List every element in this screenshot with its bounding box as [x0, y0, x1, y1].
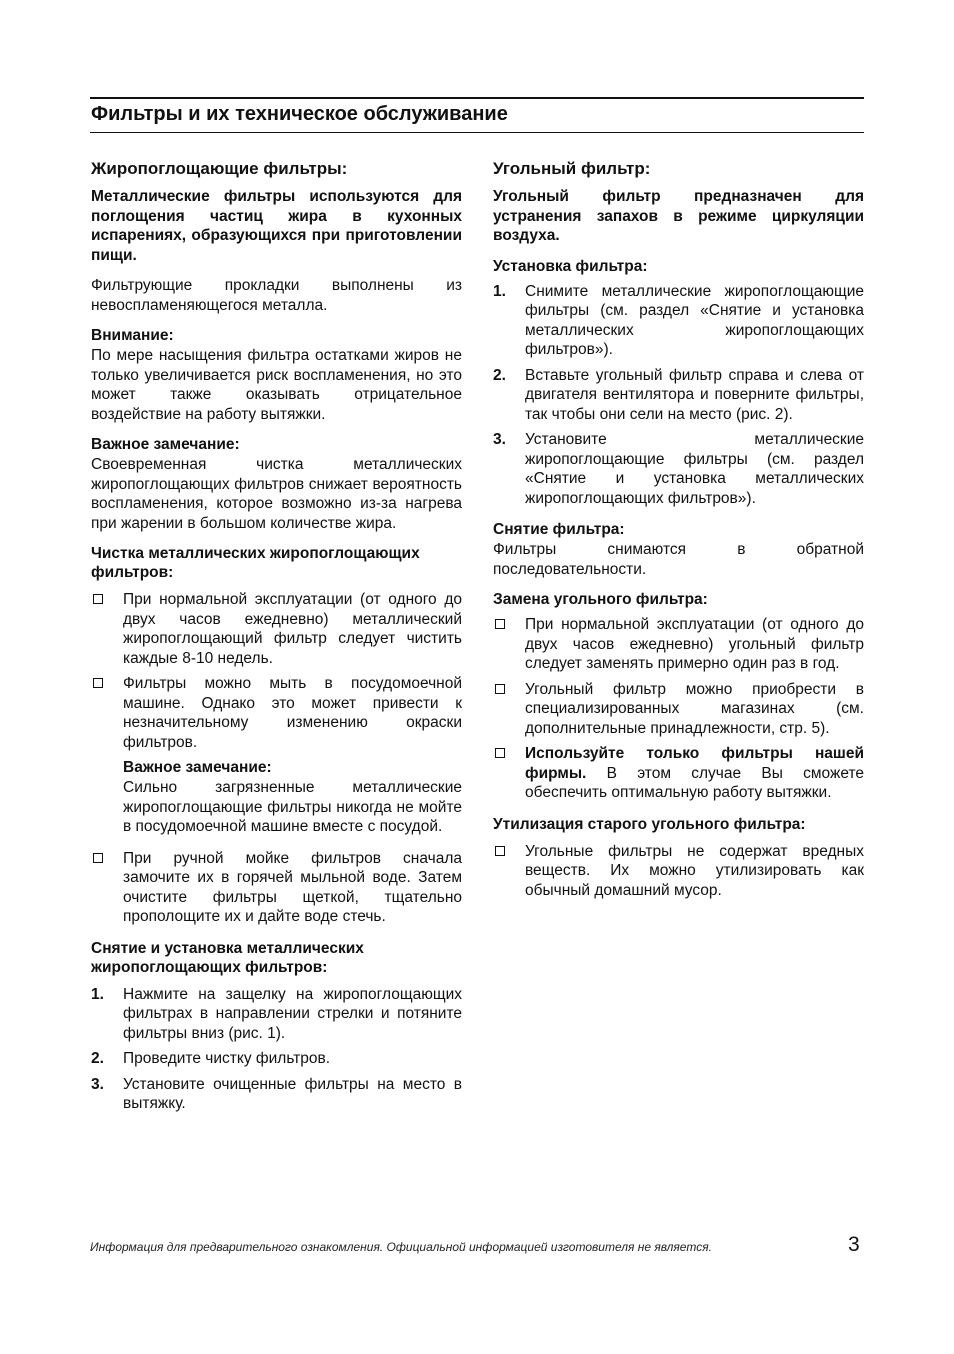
list-item: Используйте только фильтры нашей фирмы. В этом случае Вы сможете обеспечить оптимальную работу вытяжки.	[493, 744, 864, 803]
replace-heading: Замена угольного фильтра:	[493, 591, 708, 608]
list-item: Фильтры можно мыть в посудомоечной машине. Однако это может привести к незначительному изменению окраски фильтров.	[91, 674, 462, 752]
list-item: При ручной мойке фильтров сначала замочите их в горячей мыльной воде. Затем очистите фильтры щеткой, тщательно прополощите их и дайте воде стечь.	[91, 849, 462, 927]
dishwasher-note-heading: Важное замечание:	[123, 759, 272, 776]
grease-filters-heading: Жиропоглощающие фильтры:	[91, 159, 348, 178]
checkbox-bullet-icon	[93, 594, 103, 604]
checkbox-bullet-icon	[495, 748, 505, 758]
carbon-filter-heading: Угольный фильтр:	[493, 159, 651, 178]
install-heading: Установка фильтра:	[493, 257, 648, 275]
step-item: 2. Проведите чистку фильтров.	[91, 1050, 331, 1067]
page-title: Фильтры и их техническое обслуживание	[91, 103, 508, 125]
header-top-rule	[90, 97, 864, 99]
list-item: Угольный фильтр можно приобрести в специализированных магазинах (см. дополнительные принадлежности, стр. 5).	[493, 680, 864, 739]
step-item: 1. Нажмите на защелку на жиропоглощающих фильтрах в направлении стрелки и потяните фильтры вниз (рис. 1).	[91, 985, 462, 1042]
checkbox-bullet-icon	[495, 684, 505, 694]
right-column	[493, 158, 864, 912]
cleaning-list	[91, 590, 462, 752]
attention-heading: Внимание:	[91, 327, 174, 344]
install-steps	[493, 282, 864, 509]
carbon-filter-lead: Угольный фильтр предназначен для устранения запахов в режиме циркуляции воздуха.	[493, 188, 864, 244]
list-item: При нормальной эксплуатации (от одного до двух часов ежедневно) металлический жиропоглощающий фильтр следует чистить каждые 8-10 недель.	[91, 590, 462, 668]
grease-filters-lead: Металлические фильтры используются для поглощения частиц жира в кухонных испарениях, образующихся при приготовлении пищи.	[91, 188, 462, 264]
removal-steps	[91, 985, 462, 1114]
remove-text: Фильтры снимаются в обратной последовательности.	[493, 541, 864, 578]
step-item: 1. Снимите металлические жиропоглощающие фильтры (см. раздел «Снятие и установка металлических жиропоглощающих фильтров»).	[493, 282, 864, 358]
important-note-text: Своевременная чистка металлических жиропоглощающих фильтров снижает вероятность воспламенения, которое возможно из-за нагрева при жарении в большом количестве жира.	[91, 456, 462, 532]
hand-wash-list	[91, 849, 462, 927]
checkbox-bullet-icon	[495, 619, 505, 629]
checkbox-bullet-icon	[93, 678, 103, 688]
left-column	[91, 158, 462, 1126]
remove-heading: Снятие фильтра:	[493, 521, 625, 538]
cleaning-heading: Чистка металлических жиропоглощающих фильтров:	[91, 545, 420, 581]
header-bottom-rule	[90, 132, 864, 133]
checkbox-bullet-icon	[93, 853, 103, 863]
removal-heading: Снятие и установка металлических жиропоглощающих фильтров:	[91, 939, 364, 976]
disposal-heading: Утилизация старого угольного фильтра:	[493, 815, 806, 833]
grease-filters-intro: Фильтрующие прокладки выполнены из невоспламеняющегося металла.	[91, 277, 462, 314]
attention-text: По мере насыщения фильтра остатками жиров не только увеличивается риск воспламенения, но это может также оказывать отрицательное воздействие на работу вытяжки.	[91, 347, 462, 423]
important-note-heading: Важное замечание:	[91, 436, 240, 453]
page-number: 3	[848, 1233, 860, 1256]
replace-list	[493, 615, 864, 803]
disposal-list	[493, 842, 864, 901]
footer-disclaimer: Информация для предварительного ознакомления. Официальной информацией изготовителя не является.	[90, 1240, 712, 1254]
list-item: При нормальной эксплуатации (от одного до двух часов ежедневно) угольный фильтр следует заменять примерно один раз в год.	[493, 615, 864, 674]
dishwasher-note	[91, 758, 462, 837]
step-item: 3. Установите металлические жиропоглощающие фильтры (см. раздел «Снятие и установка металлических жиропоглощающих фильтров»).	[493, 431, 864, 507]
step-item: 2. Вставьте угольный фильтр справа и слева от двигателя вентилятора и поверните фильтры, так чтобы они сели на место (рис. 2).	[493, 366, 864, 423]
step-item: 3. Установите очищенные фильтры на место в вытяжку.	[91, 1075, 462, 1112]
checkbox-bullet-icon	[495, 846, 505, 856]
dishwasher-note-text: Сильно загрязненные металлические жиропоглощающие фильтры никогда не мойте в посудомоечной машине вместе с посудой.	[123, 779, 462, 835]
list-item: Угольные фильтры не содержат вредных веществ. Их можно утилизировать как обычный домашний мусор.	[493, 842, 864, 901]
